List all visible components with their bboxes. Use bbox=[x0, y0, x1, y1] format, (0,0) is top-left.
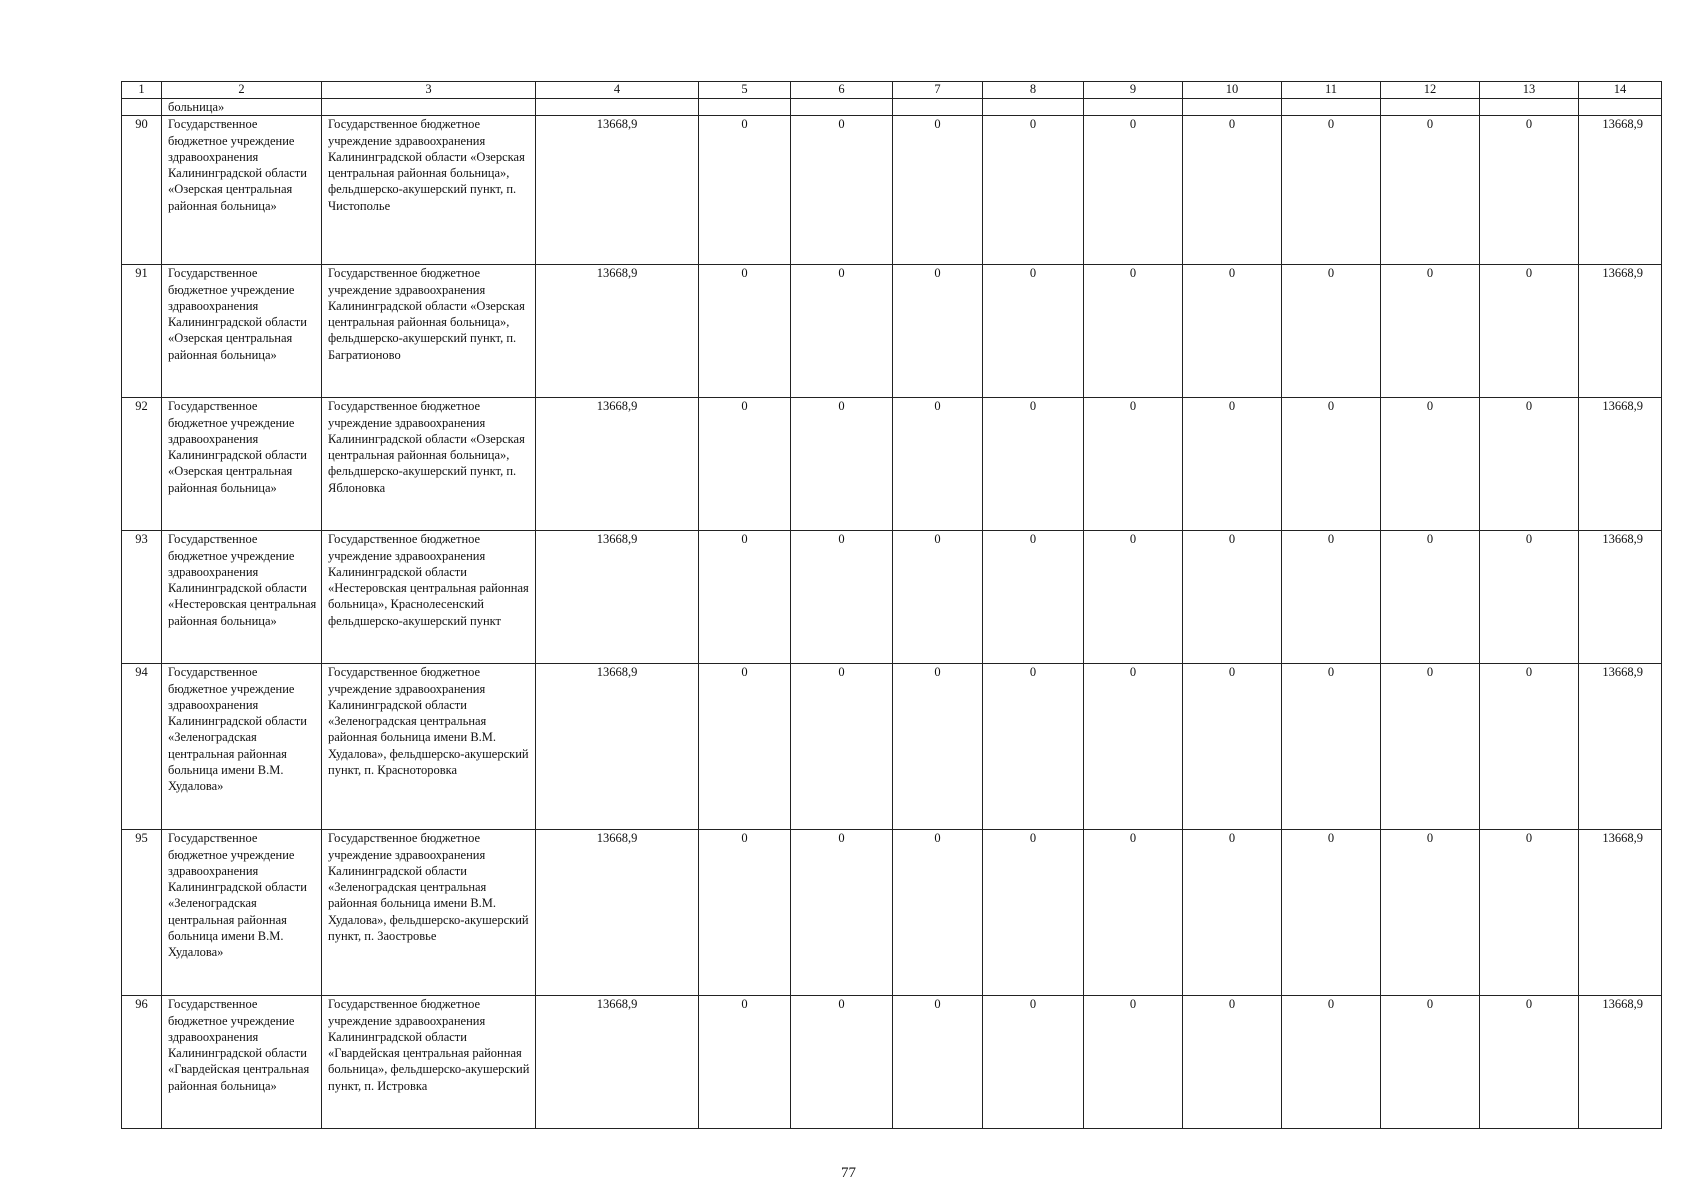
continuation-cell-7 bbox=[893, 99, 983, 116]
cell-col-6: 0 bbox=[791, 398, 893, 531]
continuation-cell-1 bbox=[122, 99, 162, 116]
continuation-cell-11 bbox=[1282, 99, 1381, 116]
cell-col-13: 0 bbox=[1480, 531, 1579, 664]
table-row bbox=[122, 116, 1662, 265]
institution-name: Государственное бюджетное учреждение здравоохранения Калининградской области «Зеленоградская центральная районная больница имени В.М. Худалова» bbox=[162, 830, 322, 996]
cell-col-8: 0 bbox=[983, 664, 1084, 830]
table-row bbox=[122, 996, 1662, 1129]
cell-col-7: 0 bbox=[893, 996, 983, 1129]
table-row bbox=[122, 664, 1662, 830]
facility-name: Государственное бюджетное учреждение здравоохранения Калининградской области «Озерская центральная районная больница», фельдшерско-акушерский пункт, п. Чистополье bbox=[322, 116, 536, 265]
cell-col-4: 13668,9 bbox=[536, 664, 699, 830]
cell-col-13: 0 bbox=[1480, 996, 1579, 1129]
continuation-cell-6 bbox=[791, 99, 893, 116]
cell-col-5: 0 bbox=[699, 116, 791, 265]
cell-col-9: 0 bbox=[1084, 830, 1183, 996]
cell-col-10: 0 bbox=[1183, 265, 1282, 398]
cell-col-5: 0 bbox=[699, 398, 791, 531]
cell-col-4: 13668,9 bbox=[536, 531, 699, 664]
cell-col-14: 13668,9 bbox=[1579, 664, 1662, 830]
row-number: 92 bbox=[122, 398, 162, 531]
cell-col-6: 0 bbox=[791, 664, 893, 830]
continuation-row bbox=[122, 99, 1662, 116]
cell-col-12: 0 bbox=[1381, 531, 1480, 664]
cell-col-13: 0 bbox=[1480, 116, 1579, 265]
column-header-6: 6 bbox=[791, 82, 893, 99]
institution-name: Государственное бюджетное учреждение здравоохранения Калининградской области «Озерская центральная районная больница» bbox=[162, 265, 322, 398]
column-header-13: 13 bbox=[1480, 82, 1579, 99]
cell-col-6: 0 bbox=[791, 531, 893, 664]
column-header-4: 4 bbox=[536, 82, 699, 99]
cell-col-4: 13668,9 bbox=[536, 265, 699, 398]
row-number: 93 bbox=[122, 531, 162, 664]
cell-col-12: 0 bbox=[1381, 996, 1480, 1129]
cell-col-11: 0 bbox=[1282, 398, 1381, 531]
continuation-cell-13 bbox=[1480, 99, 1579, 116]
cell-col-9: 0 bbox=[1084, 996, 1183, 1129]
row-number: 94 bbox=[122, 664, 162, 830]
cell-col-8: 0 bbox=[983, 116, 1084, 265]
cell-col-8: 0 bbox=[983, 531, 1084, 664]
cell-col-12: 0 bbox=[1381, 116, 1480, 265]
cell-col-14: 13668,9 bbox=[1579, 996, 1662, 1129]
institution-name: Государственное бюджетное учреждение здравоохранения Калининградской области «Зеленоградская центральная районная больница имени В.М. Худалова» bbox=[162, 664, 322, 830]
cell-col-6: 0 bbox=[791, 116, 893, 265]
cell-col-8: 0 bbox=[983, 265, 1084, 398]
cell-col-5: 0 bbox=[699, 531, 791, 664]
cell-col-12: 0 bbox=[1381, 265, 1480, 398]
page-number: 77 bbox=[841, 1165, 856, 1181]
cell-col-7: 0 bbox=[893, 830, 983, 996]
cell-col-7: 0 bbox=[893, 398, 983, 531]
cell-col-7: 0 bbox=[893, 116, 983, 265]
row-number: 96 bbox=[122, 996, 162, 1129]
cell-col-11: 0 bbox=[1282, 664, 1381, 830]
table-row bbox=[122, 830, 1662, 996]
cell-col-9: 0 bbox=[1084, 531, 1183, 664]
row-number: 91 bbox=[122, 265, 162, 398]
cell-col-10: 0 bbox=[1183, 830, 1282, 996]
cell-col-6: 0 bbox=[791, 830, 893, 996]
column-header-14: 14 bbox=[1579, 82, 1662, 99]
cell-col-14: 13668,9 bbox=[1579, 531, 1662, 664]
cell-col-13: 0 bbox=[1480, 664, 1579, 830]
cell-col-12: 0 bbox=[1381, 398, 1480, 531]
cell-col-11: 0 bbox=[1282, 830, 1381, 996]
continuation-cell-9 bbox=[1084, 99, 1183, 116]
institution-name: Государственное бюджетное учреждение здравоохранения Калининградской области «Нестеровская центральная районная больница» bbox=[162, 531, 322, 664]
continuation-cell-10 bbox=[1183, 99, 1282, 116]
cell-col-14: 13668,9 bbox=[1579, 116, 1662, 265]
cell-col-14: 13668,9 bbox=[1579, 265, 1662, 398]
cell-col-5: 0 bbox=[699, 996, 791, 1129]
cell-col-9: 0 bbox=[1084, 116, 1183, 265]
cell-col-11: 0 bbox=[1282, 265, 1381, 398]
cell-col-10: 0 bbox=[1183, 664, 1282, 830]
facility-name: Государственное бюджетное учреждение здравоохранения Калининградской области «Зеленоградская центральная районная больница имени В.М. Худалова», фельдшерско-акушерский пункт, п. Красноторовка bbox=[322, 664, 536, 830]
cell-col-14: 13668,9 bbox=[1579, 830, 1662, 996]
cell-col-7: 0 bbox=[893, 531, 983, 664]
cell-col-7: 0 bbox=[893, 265, 983, 398]
continuation-cell-3 bbox=[322, 99, 536, 116]
cell-col-10: 0 bbox=[1183, 531, 1282, 664]
row-number: 90 bbox=[122, 116, 162, 265]
cell-col-12: 0 bbox=[1381, 830, 1480, 996]
cell-col-4: 13668,9 bbox=[536, 830, 699, 996]
column-header-3: 3 bbox=[322, 82, 536, 99]
table-header bbox=[122, 82, 1662, 99]
column-header-11: 11 bbox=[1282, 82, 1381, 99]
cell-col-10: 0 bbox=[1183, 116, 1282, 265]
table-row bbox=[122, 531, 1662, 664]
cell-col-6: 0 bbox=[791, 265, 893, 398]
cell-col-8: 0 bbox=[983, 398, 1084, 531]
continuation-cell-4 bbox=[536, 99, 699, 116]
continuation-cell-5 bbox=[699, 99, 791, 116]
continuation-cell-2: больница» bbox=[162, 99, 322, 116]
continuation-cell-12 bbox=[1381, 99, 1480, 116]
cell-col-13: 0 bbox=[1480, 398, 1579, 531]
facility-name: Государственное бюджетное учреждение здравоохранения Калининградской области «Озерская центральная районная больница», фельдшерско-акушерский пункт, п. Яблоновка bbox=[322, 398, 536, 531]
cell-col-12: 0 bbox=[1381, 664, 1480, 830]
cell-col-7: 0 bbox=[893, 664, 983, 830]
cell-col-4: 13668,9 bbox=[536, 398, 699, 531]
cell-col-5: 0 bbox=[699, 265, 791, 398]
table-body bbox=[122, 99, 1662, 1129]
cell-col-4: 13668,9 bbox=[536, 996, 699, 1129]
column-header-1: 1 bbox=[122, 82, 162, 99]
table-row bbox=[122, 398, 1662, 531]
table-row bbox=[122, 265, 1662, 398]
cell-col-5: 0 bbox=[699, 664, 791, 830]
cell-col-5: 0 bbox=[699, 830, 791, 996]
cell-col-11: 0 bbox=[1282, 531, 1381, 664]
facility-name: Государственное бюджетное учреждение здравоохранения Калининградской области «Озерская центральная районная больница», фельдшерско-акушерский пункт, п. Багратионово bbox=[322, 265, 536, 398]
column-header-8: 8 bbox=[983, 82, 1084, 99]
cell-col-10: 0 bbox=[1183, 996, 1282, 1129]
cell-col-9: 0 bbox=[1084, 265, 1183, 398]
cell-col-9: 0 bbox=[1084, 398, 1183, 531]
continuation-cell-8 bbox=[983, 99, 1084, 116]
continuation-cell-14 bbox=[1579, 99, 1662, 116]
facility-name: Государственное бюджетное учреждение здравоохранения Калининградской области «Зеленоградская центральная районная больница имени В.М. Худалова», фельдшерско-акушерский пункт, п. Заостровье bbox=[322, 830, 536, 996]
budget-table-container bbox=[121, 81, 1661, 1129]
budget-table bbox=[121, 81, 1662, 1129]
column-header-2: 2 bbox=[162, 82, 322, 99]
cell-col-6: 0 bbox=[791, 996, 893, 1129]
column-header-7: 7 bbox=[893, 82, 983, 99]
cell-col-8: 0 bbox=[983, 830, 1084, 996]
institution-name: Государственное бюджетное учреждение здравоохранения Калининградской области «Озерская центральная районная больница» bbox=[162, 116, 322, 265]
cell-col-13: 0 bbox=[1480, 265, 1579, 398]
cell-col-9: 0 bbox=[1084, 664, 1183, 830]
cell-col-11: 0 bbox=[1282, 996, 1381, 1129]
facility-name: Государственное бюджетное учреждение здравоохранения Калининградской области «Гвардейская центральная районная больница», фельдшерско-акушерский пункт, п. Истровка bbox=[322, 996, 536, 1129]
column-header-12: 12 bbox=[1381, 82, 1480, 99]
column-header-9: 9 bbox=[1084, 82, 1183, 99]
institution-name: Государственное бюджетное учреждение здравоохранения Калининградской области «Гвардейская центральная районная больница» bbox=[162, 996, 322, 1129]
cell-col-4: 13668,9 bbox=[536, 116, 699, 265]
column-number-row bbox=[122, 82, 1662, 99]
column-header-10: 10 bbox=[1183, 82, 1282, 99]
cell-col-8: 0 bbox=[983, 996, 1084, 1129]
column-header-5: 5 bbox=[699, 82, 791, 99]
cell-col-14: 13668,9 bbox=[1579, 398, 1662, 531]
cell-col-13: 0 bbox=[1480, 830, 1579, 996]
cell-col-11: 0 bbox=[1282, 116, 1381, 265]
row-number: 95 bbox=[122, 830, 162, 996]
facility-name: Государственное бюджетное учреждение здравоохранения Калининградской области «Нестеровская центральная районная больница», Краснолесенский фельдшерско-акушерский пункт bbox=[322, 531, 536, 664]
institution-name: Государственное бюджетное учреждение здравоохранения Калининградской области «Озерская центральная районная больница» bbox=[162, 398, 322, 531]
cell-col-10: 0 bbox=[1183, 398, 1282, 531]
